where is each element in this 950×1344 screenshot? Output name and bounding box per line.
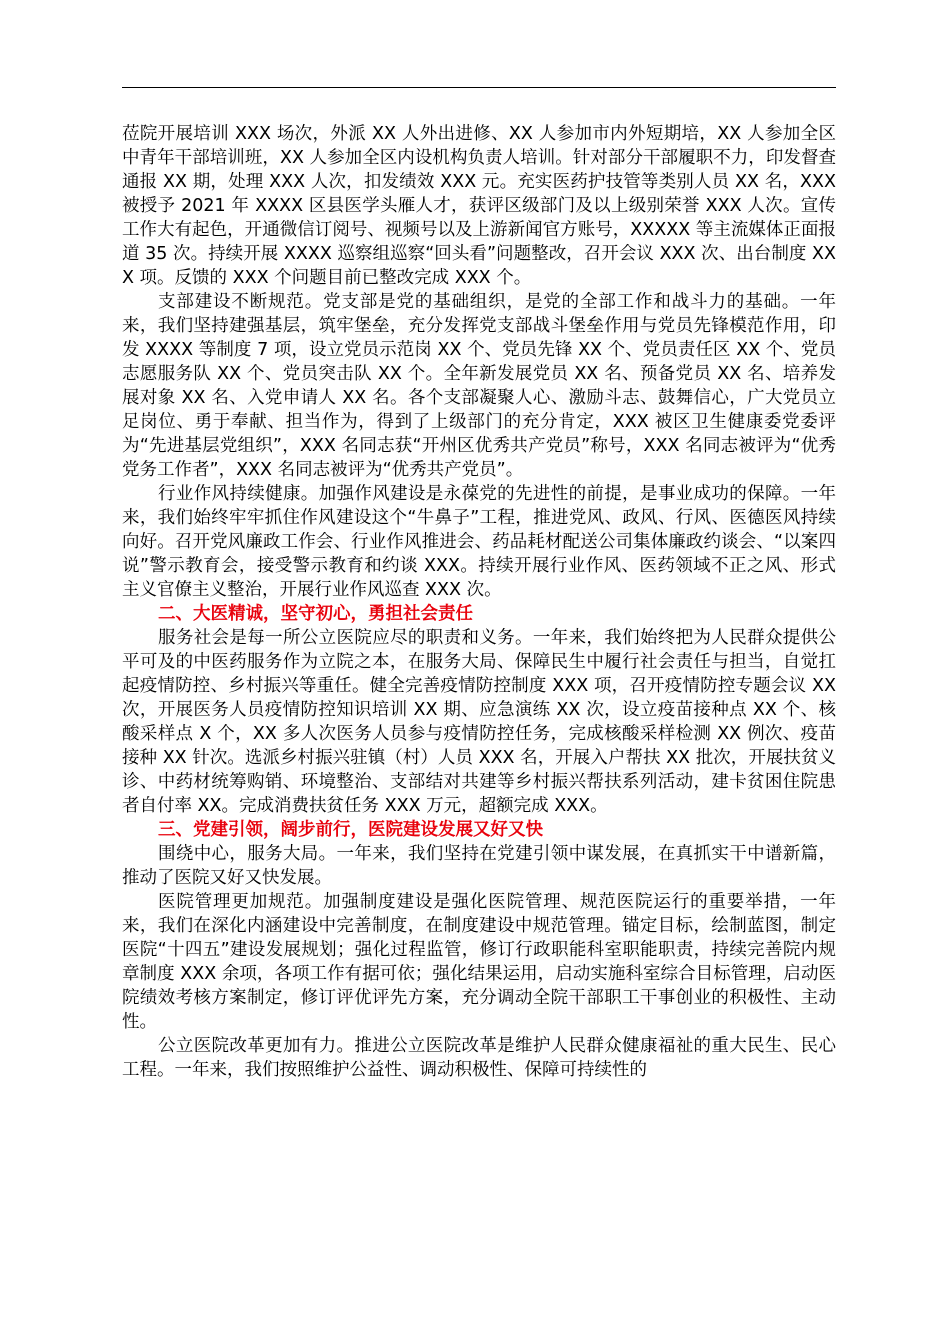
section-heading-2: 二、大医精诚，坚守初心，勇担社会责任 (158, 604, 473, 624)
header-rule (122, 87, 836, 88)
paragraph-hospital-reform: 公立医院改革更加有力。推进公立医院改革是维护人民群众健康福祉的重大民生、民心工程。一年来，我们按照维护公益性、调动积极性、保障可持续性的 (122, 1036, 836, 1080)
document-body (122, 122, 836, 1082)
paragraph-social-responsibility: 服务社会是每一所公立医院应尽的职责和义务。一年来，我们始终把为人民群众提供公平可及的中医药服务作为立院之本，在服务大局、保障民生中履行社会责任与担当，自觉扛起疫情防控、乡村振兴等重任。健全完善疫情防控制度 XXX 项，召开疫情防控专题会议 XX 次，开展医务人员疫情防控知识培训 XX 期、应急演练 XX 次，设立疫苗接种点 XX 个、核酸采样点 X 个，XX 多人次医务人员参与疫情防控任务，完成核酸采样检测 XX 例次、疫苗接种 XX 针次。选派乡村振兴驻镇（村）人员 XXX 名，开展入户帮扶 XX 批次，开展扶贫义诊、中药材统筹购销、环境整治、支部结对共建等乡村振兴帮扶系列活动，建卡贫困住院患者自付率 XX。完成消费扶贫任务 XXX 万元，超额完成 XXX。 (122, 628, 836, 816)
paragraph-center-service: 围绕中心，服务大局。一年来，我们坚持在党建引领中谋发展，在真抓实干中谱新篇，推动了医院又好又快发展。 (122, 844, 836, 888)
paragraph-hospital-management: 医院管理更加规范。加强制度建设是强化医院管理、规范医院运行的重要举措，一年来，我们在深化内涵建设中完善制度，在制度建设中规范管理。锚定目标，绘制蓝图，制定医院“十四五”建设发展规划；强化过程监管，修订行政职能科室职能职责，持续完善院内规章制度 XXX 余项，各项工作有据可依；强化结果运用，启动实施科室综合目标管理，启动医院绩效考核方案制定，修订评优评先方案，充分调动全院干部职工干事创业的积极性、主动性。 (122, 892, 836, 1032)
section-heading-3: 三、党建引领，阔步前行，医院建设发展又好又快 (158, 820, 543, 840)
paragraph-continuation: 莅院开展培训 XXX 场次，外派 XX 人外出进修、XX 人参加市内外短期培，XX 人参加全区中青年干部培训班，XX 人参加全区内设机构负责人培训。针对部分干部履职不力，印发督查通报 XX 期，处理 XXX 人次，扣发绩效 XXX 元。充实医药护技管等类别人员 XX 名，XXX 被授予 2021 年 XXXX 区县医学头雁人才，获评区级部门及以上级别荣誉 XXX 人次。宣传工作大有起色，开通微信订阅号、视频号以及上游新闻官方账号，XXXXX 等主流媒体正面报道 35 次。持续开展 XXXX 巡察组巡察“回头看”问题整改，召开会议 XXX 次、出台制度 XXX 项。反馈的 XXX 个问题目前已整改完成 XXX 个。 (122, 124, 836, 288)
paragraph-work-style: 行业作风持续健康。加强作风建设是永葆党的先进性的前提，是事业成功的保障。一年来，我们始终牢牢抓住作风建设这个“牛鼻子”工程，推进党风、政风、行风、医德医风持续向好。召开党风廉政工作会、行业作风推进会、药品耗材配送公司集体廉政约谈会、“以案四说”警示教育会，接受警示教育和约谈 XXX。持续开展行业作风、医药领域不正之风、形式主义官僚主义整治，开展行业作风巡查 XXX 次。 (122, 484, 836, 600)
paragraph-branch-building: 支部建设不断规范。党支部是党的基础组织，是党的全部工作和战斗力的基础。一年来，我们坚持建强基层，筑牢堡垒，充分发挥党支部战斗堡垒作用与党员先锋模范作用，印发 XXXX 等制度 7 项，设立党员示范岗 XX 个、党员先锋 XX 个、党员责任区 XX 个、党员志愿服务队 XX 个、党员突击队 XX 个。全年新发展党员 XX 名、预备党员 XX 名、培养发展对象 XX 名、入党申请人 XX 名。各个支部凝聚人心、激励斗志、鼓舞信心，广大党员立足岗位、勇于奉献、担当作为，得到了上级部门的充分肯定，XXX 被区卫生健康委党委评为“先进基层党组织”，XXX 名同志获“开州区优秀共产党员”称号，XXX 名同志被评为“优秀党务工作者”，XXX 名同志被评为“优秀共产党员”。 (122, 292, 836, 480)
